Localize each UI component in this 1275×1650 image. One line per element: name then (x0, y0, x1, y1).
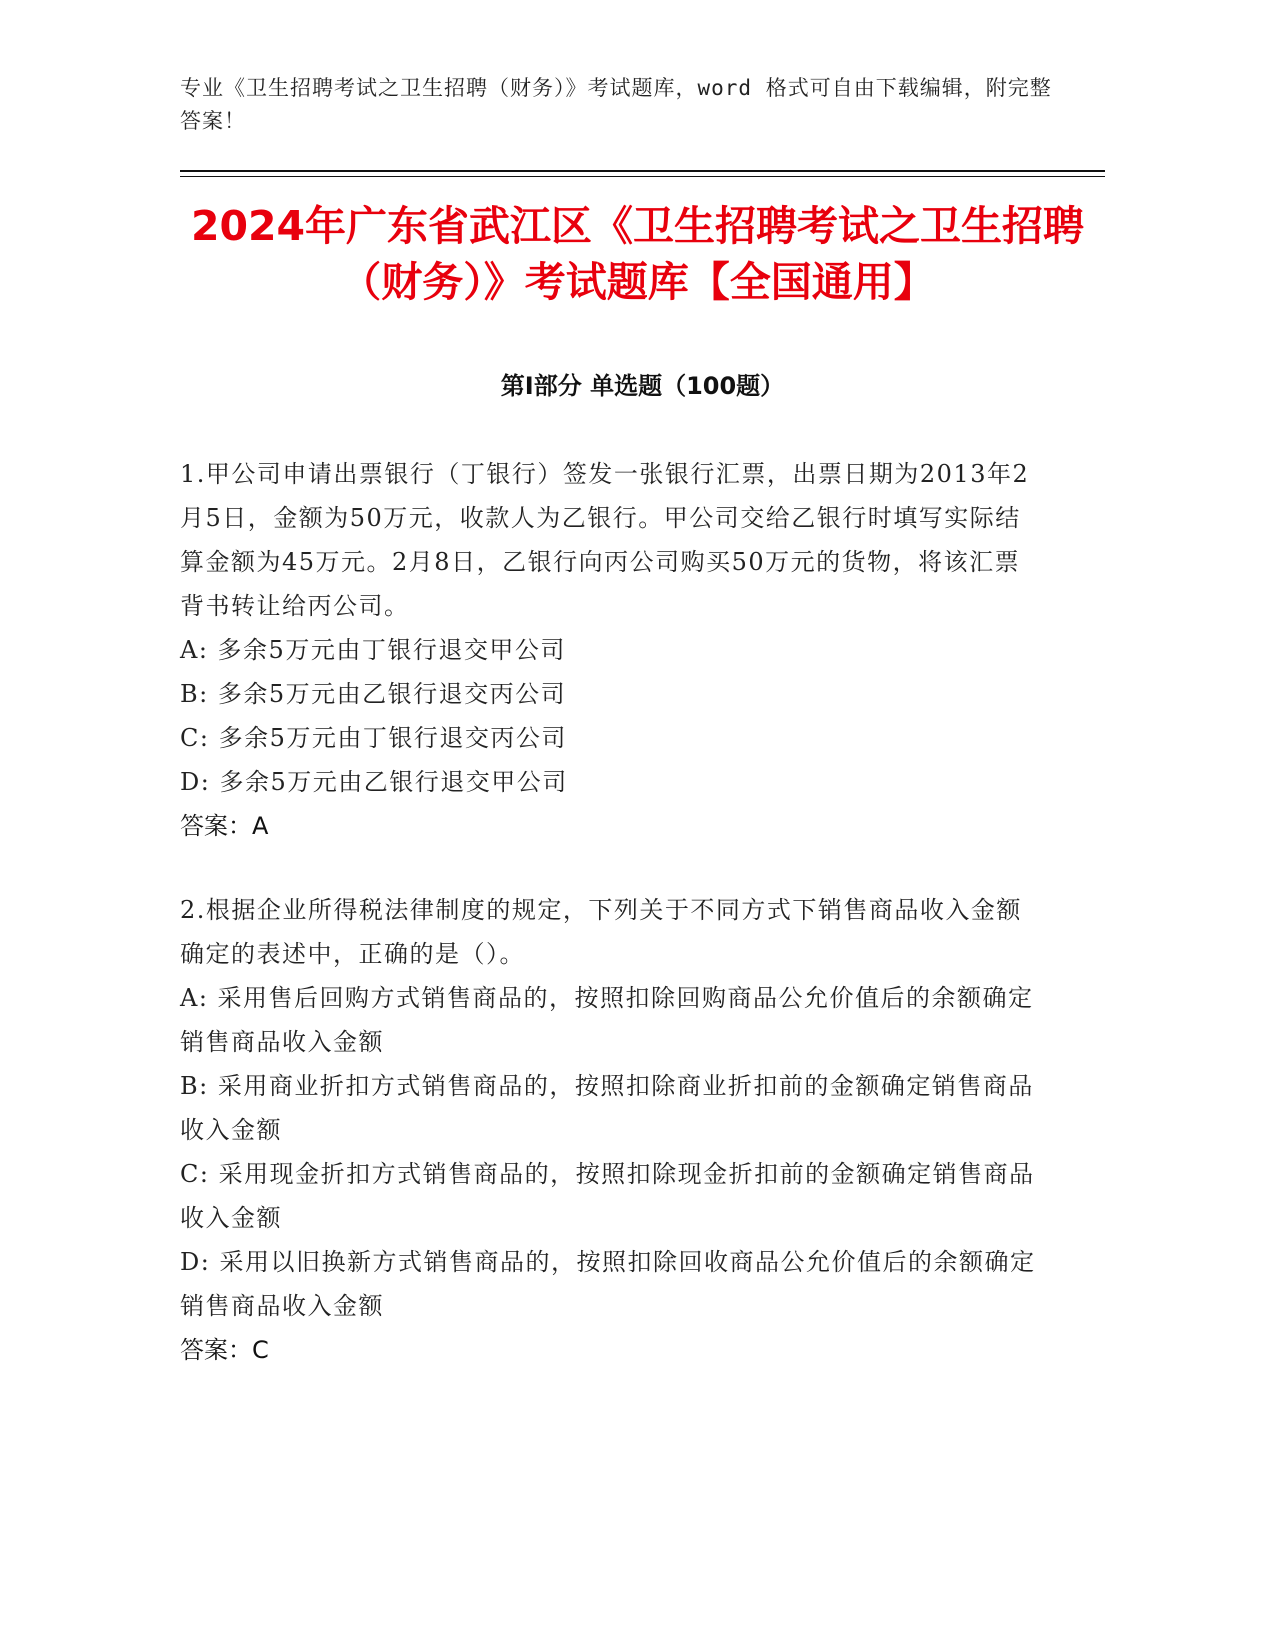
answer: 答案：C (180, 1336, 269, 1364)
option-b: B: 采用商业折扣方式销售商品的，按照扣除商业折扣前的金额确定销售商品收入金额 (180, 1072, 1034, 1144)
question-stem: 1.甲公司申请出票银行（丁银行）签发一张银行汇票，出票日期为2013年2月5日，金额为50万元，收款人为乙银行。甲公司交给乙银行时填写实际结算金额为45万元。2月8日，乙银行向丙公司购买50万元的货物，将该汇票背书转让给丙公司。 (180, 460, 1030, 620)
question-1 (180, 452, 1040, 848)
answer: 答案：A (180, 812, 269, 840)
header-divider-thick (180, 170, 1105, 172)
header-divider-thin (180, 176, 1105, 177)
option-c: C: 多余5万元由丁银行退交丙公司 (180, 724, 567, 752)
option-c: C: 采用现金折扣方式销售商品的，按照扣除现金折扣前的金额确定销售商品收入金额 (180, 1160, 1035, 1232)
option-a: A: 多余5万元由丁银行退交甲公司 (180, 636, 566, 664)
question-2 (180, 888, 1040, 1372)
header-note: 专业《卫生招聘考试之卫生招聘（财务）》考试题库，word 格式可自由下载编辑，附完整答案！ (180, 76, 1052, 133)
option-a: A: 采用售后回购方式销售商品的，按照扣除回购商品公允价值后的余额确定销售商品收入金额 (180, 984, 1034, 1056)
section-heading: 第Ⅰ部分 单选题（100题） (500, 372, 785, 400)
question-stem: 2.根据企业所得税法律制度的规定，下列关于不同方式下销售商品收入金额确定的表述中，正确的是（）。 (180, 896, 1022, 968)
option-d: D: 采用以旧换新方式销售商品的，按照扣除回收商品公允价值后的余额确定销售商品收入金额 (180, 1248, 1036, 1320)
option-b: B: 多余5万元由乙银行退交丙公司 (180, 680, 567, 708)
document-title: 2024年广东省武江区《卫生招聘考试之卫生招聘（财务）》考试题库【全国通用】 (190, 202, 1085, 306)
option-d: D: 多余5万元由乙银行退交甲公司 (180, 768, 568, 796)
